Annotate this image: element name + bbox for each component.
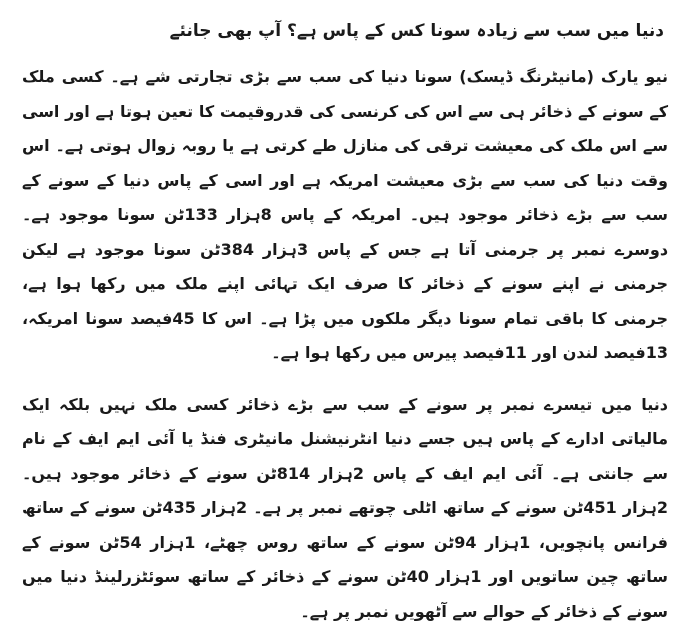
article-paragraph-2: دنیا میں تیسرے نمبر پر سونے کے سب سے بڑے ذخائر کسی ملک نہیں بلکہ ایک مالیاتی ادارے کے پاس ہیں جسے دنیا انٹرنیشنل مانیٹری فنڈ یا آئی ایم ایف کے نام سے جانتی ہے۔ آئی ایم ایف کے پاس 2ہزار 814ٹن سونے کے ذخائر موجود ہیں۔ 2ہزار 451ٹن سونے کے ساتھ اٹلی چوتھے نمبر پر ہے۔ 2ہزار 435ٹن سونے کے ساتھ فرانس پانچویں، 1ہزار 94ٹن سونے کے ساتھ روس چھٹے، 1ہزار 54ٹن سونے کے ساتھ چین ساتویں اور 1ہزار 40ٹن سونے کے ذخائر کے ساتھ سوئٹزرلینڈ دنیا میں سونے کے ذخائر کے حوالے سے آٹھویں نمبر پر ہے۔ bbox=[22, 388, 668, 629]
article-paragraph-1: نیو یارک (مانیٹرنگ ڈیسک) سونا دنیا کی سب سے بڑی تجارتی شے ہے۔ کسی ملک کے سونے کے ذخائر ہی سے اس کی کرنسی کی قدروقیمت کا تعین ہوتا ہے اور اسی سے اس ملک کی معیشت ترقی کی منازل طے کرتی ہے یا روبہ زوال ہوتی ہے۔ اس وقت دنیا کی سب سے بڑی معیشت امریکہ ہے اور اسی کے پاس دنیا کے سونے کے سب سے بڑے ذخائر موجود ہیں۔ امریکہ کے پاس 8ہزار 133ٹن سونا موجود ہے۔ دوسرے نمبر پر جرمنی آتا ہے جس کے پاس 3ہزار 384ٹن سونا موجود ہے لیکن جرمنی نے اپنے سونے کے ذخائر کا صرف ایک تہائی اپنے ملک میں رکھا ہوا ہے، جرمنی کا باقی تمام سونا دیگر ملکوں میں پڑا ہے۔ اس کا 45فیصد سونا امریکہ، 13فیصد لندن اور 11فیصد پیرس میں رکھا ہوا ہے۔ bbox=[22, 60, 668, 371]
news-article bbox=[22, 14, 668, 629]
article-headline: دنیا میں سب سے زیادہ سونا کس کے پاس ہے؟ آپ بھی جانئے bbox=[22, 14, 668, 48]
